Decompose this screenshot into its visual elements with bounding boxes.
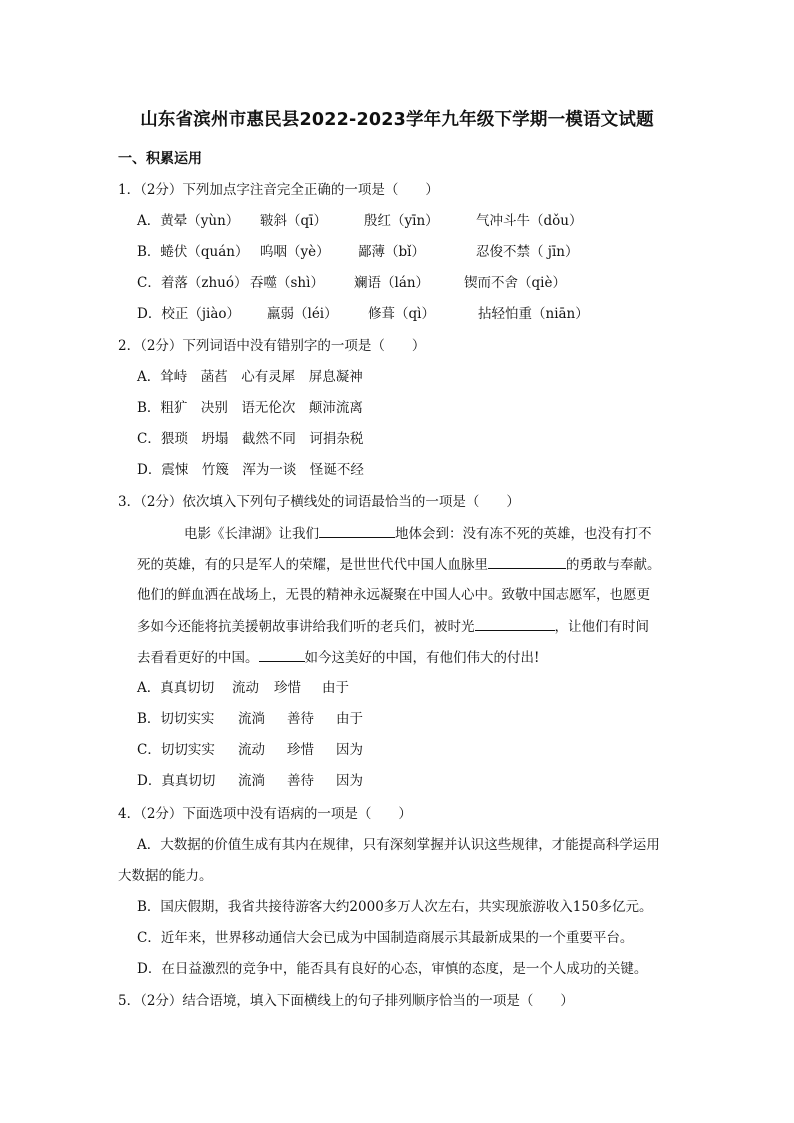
blank-1 [319,523,395,538]
q1-option-c-part3: 斓语（lán） [354,275,430,291]
q1-option-c-part2: 吞噬（shì） [250,275,324,291]
q3-option-d-word4: 因为 [336,773,363,789]
q1-option-d-part2: 羸弱（léi） [267,306,338,322]
q1-option-c-part4: 锲而不舍（qiè） [464,275,566,291]
q3-option-c-word2: 流动 [238,742,265,758]
q3-option-c-word1: C．切切实实 [137,742,215,758]
question-4-stem: 4．（2分）下面选项中没有语病的一项是（ ） [118,806,412,822]
q3-option-d-word1: D．真真切切 [137,773,216,789]
q3-passage-text: ，让他们有时间 [554,619,649,635]
q2-option-a: A．耸峙 菡萏 心有灵犀 屏息凝神 [137,369,363,385]
q3-passage-text: 电影《长津湖》让我们 [184,526,319,542]
q4-option-d: D．在日益激烈的竞争中，能否具有良好的心态，审慎的态度，是一个人成功的关键。 [137,961,648,977]
blank-2 [488,554,566,569]
q3-passage-line-3: 他们的鲜血洒在战场上，无畏的精神永远凝聚在中国人心中。致敬中国志愿军，也愿更 [137,587,650,603]
q3-passage-line-5 [137,647,539,668]
question-3-stem: 3．（2分）依次填入下列句子横线处的词语最恰当的一项是（ ） [118,494,520,510]
q4-option-c: C．近年来，世界移动通信大会已成为中国制造商展示其最新成果的一个重要平台。 [137,930,634,946]
question-2-stem: 2．（2分）下列词语中没有错别字的一项是（ ） [118,338,426,354]
q3-option-a-word4: 由于 [322,680,349,696]
q3-option-b-word4: 由于 [336,711,363,727]
q1-option-c-part1: C．着落（zhuó） [137,275,248,291]
q3-passage-text: 地体会到：没有冻不死的英雄，也没有打不 [395,526,652,542]
q1-option-a-part4: 气冲斗牛（dǒu） [476,213,583,229]
section-heading: 一、积累运用 [118,151,202,167]
q3-option-a-word1: A．真真切切 [137,680,215,696]
q1-option-d-part1: D．校正（jiào） [137,306,241,322]
q3-option-a-word3: 珍惜 [274,680,301,696]
q3-passage-text: 死的英雄，有的只是军人的荣耀，是世世代代中国人血脉里 [137,557,488,573]
q3-option-b-word2: 流淌 [238,711,265,727]
q3-passage-line-2 [137,554,661,575]
q3-passage-text: 多如今还能将抗美援朝故事讲给我们听的老兵们，被时光 [137,619,475,635]
q3-passage-text: 如今这美好的中国，有他们伟大的付出! [304,650,540,666]
q1-option-b-part1: B．蜷伏（quán） [137,244,249,260]
blank-4 [259,647,305,662]
q1-option-a-part1: A．黄晕（yùn） [137,213,240,229]
q2-option-d: D．震悚 竹篾 浑为一谈 怪诞不经 [137,462,364,478]
blank-3 [475,616,555,631]
q2-option-b: B．粗犷 决别 语无伦次 颠沛流离 [137,400,363,416]
q3-option-d-word3: 善待 [287,773,314,789]
q1-option-a-part2: 皲斜（qī） [260,213,327,229]
q3-option-b-word3: 善待 [287,711,314,727]
q3-option-a-word2: 流动 [232,680,259,696]
q3-option-d-word2: 流淌 [238,773,265,789]
q3-passage-line-4 [137,616,649,637]
q3-option-b-word1: B．切切实实 [137,711,215,727]
q1-option-d-part3: 修葺（qì） [368,306,435,322]
q1-option-d-part4: 拈轻怕重（niān） [478,306,589,322]
q3-option-c-word4: 因为 [336,742,363,758]
q3-passage-line-1 [184,523,652,544]
q1-option-b-part4: 忍俊不禁（ jīn） [476,244,579,260]
q3-passage-text: 去看看更好的中国。 [137,650,259,666]
q4-option-a: A．大数据的价值生成有其内在规律，只有深刻掌握并认识这些规律，才能提高科学运用 [137,837,660,853]
page-title: 山东省滨州市惠民县2022-2023学年九年级下学期一模语文试题 [140,110,654,130]
q2-option-c: C．猥琐 坍塌 截然不同 诃捐杂税 [137,431,364,447]
question-1-stem: 1．（2分）下列加点字注音完全正确的一项是（ ） [118,182,439,198]
q3-option-c-word3: 珍惜 [287,742,314,758]
q1-option-a-part3: 殷红（yīn） [364,213,439,229]
q3-passage-text: 的勇敢与奉献。 [566,557,661,573]
q4-option-a-continued: 大数据的能力。 [118,868,213,884]
q1-option-b-part2: 呜咽（yè） [260,244,330,260]
question-5-stem: 5．（2分）结合语境，填入下面横线上的句子排列顺序恰当的一项是（ ） [118,993,574,1009]
q4-option-b: B．国庆假期，我省共接待游客大约2000多万人次左右，共实现旅游收入150多亿元。 [137,899,653,915]
q1-option-b-part3: 鄙薄（bǐ） [358,244,425,260]
